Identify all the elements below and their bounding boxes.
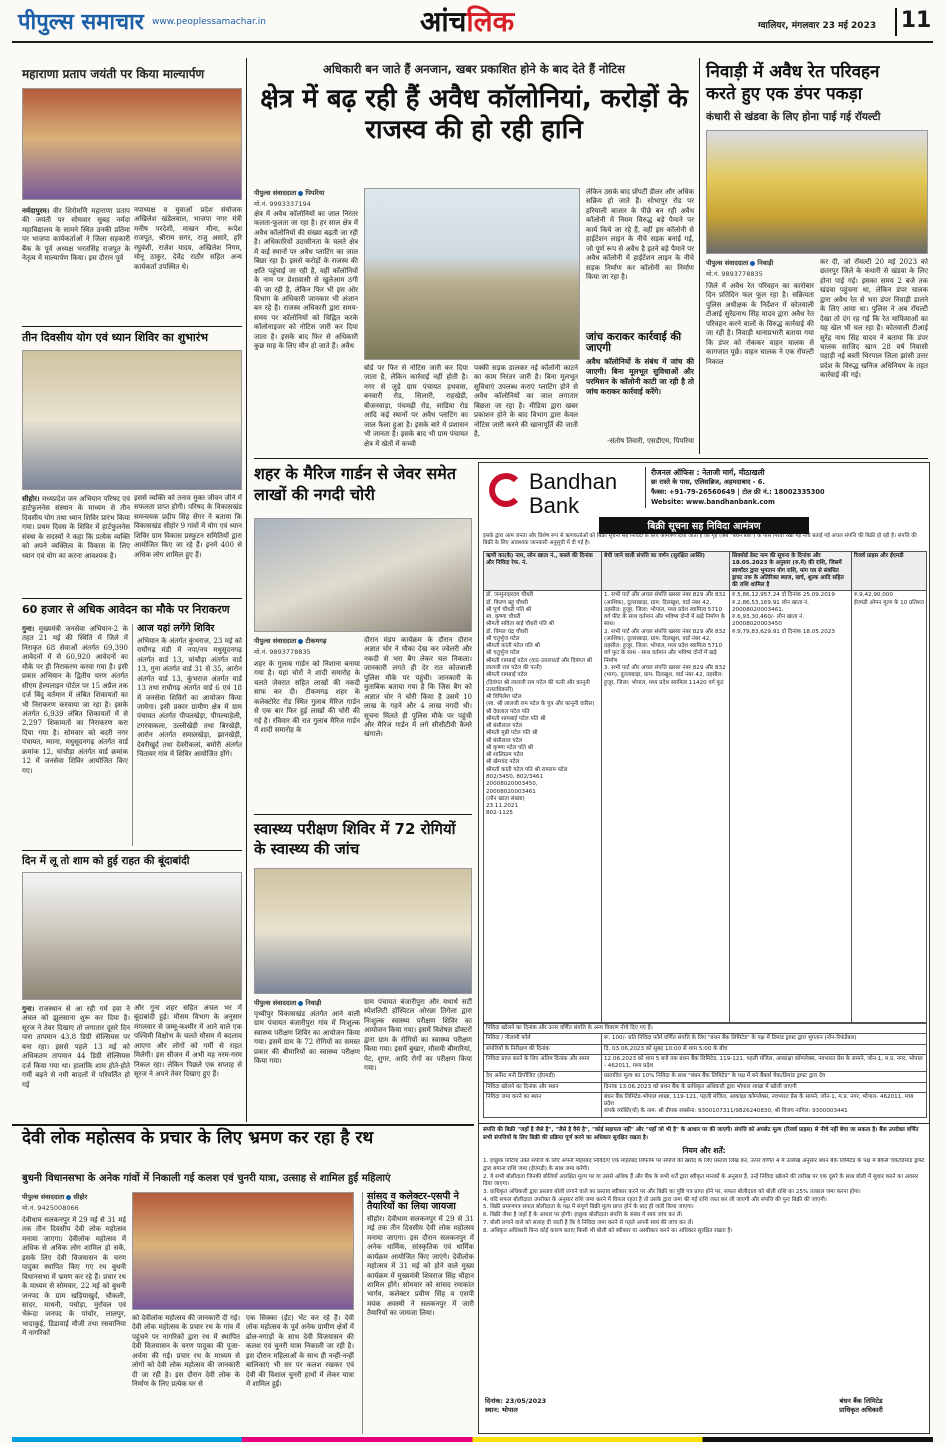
story3-box-body: अभियान के अंतर्गत कुंभराज, 23 मई को राघौगढ़ मंडी में नपा/नप मधुसूदनगढ़ अंतर्गत वार्ड 13, चांचौड़ा अंतर्गत वार्ड 13, गुना अंतर्गत वार्ड 31 से 35, आरोन अंतर्गत वार्ड 13, कुंभराज अंतर्गत वार्ड 13 तथा राघौगढ़ अंतर्गत वार्ड 6 एवं 18 में जनसेवा शिविरों का आयोजन किया जायेगा। इसी प्रकार ग्रामीण क्षेत्र में ग्राम पंचायत अंतर्गत पीपलखेड़ा, पीपल्याहेली, टगरवाकला, उल्लीखेड़ी तथा बिरखेड़ी, आरोन अंतर्गत समालखेड़ा, झानखेड़ी, देवरीखुर्द तथा देवरीकलां, बमोरी अंतर्गत चितावर गांव में शिविर आयोजित होंगे। [137,636,242,759]
story5-quote [586,332,694,454]
column-rule [246,58,247,1122]
story6-title2: करते हुए एक डंपर पकड़ा [706,84,863,104]
table-row [484,1054,927,1072]
bandhan-office: रीजनल ऑफिस : नेताजी मार्ग, मीठाखली [651,468,765,477]
table-header-cell: सिक्योर्ड डेब्ट नाम की सूचना के दिनांक और 18.05.2023 के अनुसार (रु.में) की राशि, जिसमें स्वर्णांदर द्वारा भुगतान योग राशि, मांग पत्र से संबंधित ड्राफ्ट तक के अतिरिक्त ब्याज, खर्च, शुल्क आदि सहित की राशि शामिल है [730,552,852,591]
story5-col2: बोर्ड पर फिर से नोटिस जारी कर दिया जाता है, लेकिन कार्रवाई नहीं होती है। नगर से जुड़े ग्राम पंचायत हथवास, बनवारी रोड, सिलारी, राहखेड़ी, बीजनवाड़ा, पंचमढ़ी रोड, साडिया रोड आदि कई स्थानों पर अवैध प्लाटिंग का जाल फैला हुआ है। इसके बारे में प्रशासन भी जानता है। इसके बाद भी ग्राम पंचायत क्षेत्र में खेतों में कच्ची [364,364,468,448]
story9-credit [22,1192,132,1201]
table-row [484,1044,927,1054]
story9-col2: को देवीलोक महोत्सव की जानकारी दी गई। देवी लोक महोत्सव के प्रचार रथ के गांव में पहुंचने पर नागरिकों द्वारा रथ में स्थापित देवी विजयासन के चरण पादुका की पूजा-अर्चना की गई। प्रचार रथ के माध्यम से लोगों को देवी लोक महोत्सव की जानकारी दी जा रही है। इस दौरान देवी लोक के निर्माण के लिए प्रत्येक घर से [132,1314,240,1389]
story4-photo [22,872,242,1000]
story6-credit-name: पीपुल्स संवाददाता [706,259,749,267]
story8-col1: पृथ्वीपुर विकासखंड अंतर्गत आने वाली ग्राम पंचायत बंजारीपुरा गांव में निःशुल्क स्वास्थ्य परीक्षण शिविर का आयोजन किया गया। इसमें ग्राम के 72 रोगियों का समस्त प्रकार की बीमारियों का स्वास्थ्य परीक्षण किया गया। [254,1010,360,1066]
story9-box-body: सीहोर। देवीधाम सलकनपुर में 29 से 31 मई तक तीन दिवसीय देवी लोक महोत्सव मनाया जाएगा। इस दौरान सलकनपुर में अनेक धार्मिक, सांस्कृतिक एवं धार्मिक कार्यक्रम आयोजित किए जाएंगे। देवीलोक महोत्सव में 31 मई को होने वाले मुख्य कार्यक्रम में मुख्यमंत्री शिवराज सिंह चौहान शामिल होंगे। सोमवार को सांसद रमाकांत भार्गव, कलेक्टर प्रवीण सिंह व एसपी मयंक अवस्थी ने सलकनपुर में जारी तैयारियों का जायजा लिया। [367,1214,474,1318]
table-cell: संपत्तियों के निरीक्षण की दिनांक [484,1044,602,1054]
story1-lead: नर्मदापुरम। [22,206,50,215]
story2-title: तीन दिवसीय योग एवं ध्यान शिविर का शुभारंभ [22,331,208,344]
story6-place: निवाड़ी [757,259,774,267]
bandhan-fax: फैक्स: +91-79-26560649 | टोल फ्री नं.: 18002335300 [651,488,825,497]
property-table [483,551,927,1023]
table-row [484,1072,927,1082]
story2-body [22,494,130,596]
story9-mobile: मो.नं. 9425008066 [22,1204,79,1212]
table-cell: दिनांक 13.06.2023 को बंधन बैंक के प्राधिकृत अधिकारी द्वारा भोपाल शाखा में खोली जाएगी [602,1082,927,1092]
story5-kicker: अधिकारी बन जाते हैं अनजान, खबर प्रकाशित होने के बाद देते हैं नोटिस [323,62,625,76]
story1-photo [22,88,242,200]
story9-col3: एक सिक्का (ईंट) भेंट कर रहे हैं। देवी लोक महोत्सव के पूर्व अनेक ग्रामीण क्षेत्रों में ढोल-नगाड़ों के साथ देवी विजयासन की कलश एवं चुनरी यात्रा निकाली जा रही है। इस दौरान महिलाओं के साथ ही नन्हीं-नन्हीं बालिकाएं भी सर पर कलश रखकर एवं देवी की विशाल चुनरी हाथों में लेकर यात्रा में शामिल हुईं। [246,1314,354,1389]
bandhan-signatory: बंधन बैंक लिमिटेड प्राधिकृत अधिकारी [839,1397,883,1414]
bullet-icon [298,191,303,196]
table-cell: 12.06.2023 को शाम 5 बजे तक बंधन बैंक लिमिटेड, 119-121, पहली मंजिल, आकांक्षा कॉम्प्लेक्स, नवभारत प्रेस के सामने, जोन-1, म.प्र. नगर, भोपाल - 462011, मध्य प्रदेश [602,1054,927,1072]
story8-col2: ग्राम पंचायत बंजारीपुरा और यथार्थ सर्टी स्पेशलिटी हॉस्पिटल ओरछा तिगेला द्वारा निःशुल्क स्वास्थ्य परीक्षण शिविर का आयोजन किया गया। इसमें विशेषज्ञ डॉक्टरों द्वारा ग्राम के रोगियों का स्वास्थ्य परीक्षण किया गया। इसमें बुखार, मौसमी बीमारियां, पेट, शुगर, आदि रोगों का परीक्षण किया गया। [364,998,472,1073]
divider [12,1124,474,1126]
notice-intro: इसके द्वारा आम जनता और विशेष रूप से ऋणकर्ताओं को बिक्री सूचना सह निविदा के लिए आमंत्रण दिया जाता है कि गृह (अब "बंधन बैंक") के पास गिरवी रखी गई नीचे बताई गई अचल संपत्ति की बिक्री हो रही है। संपत्ति की बिक्री के लिए आवश्यक जानकारी अनुसूची में दी गई है। [483,533,917,547]
table-row [484,1092,927,1117]
divider [22,850,242,851]
story5-photo [364,188,580,360]
table-header-cell: रिजर्व प्राइस और ईएमडी [852,552,927,591]
story4-body2: और गुना शहर सहित अंचल भर में बूंदाबांदी हुई। मौसम विभाग के अनुसार मंगलवार से जम्मू-कश्मीर में आने वाले एक पश्चिमी विक्षोभ के चलते मौसम में बदलाव आएगा और लोगों को गर्मी से राहत मिलेगी। इस सीजन में अभी यह नरम-गरम निकल रहा। लेकिन पिछले एक सप्ताह से सूरज ने अपने तेवर दिखाए हुए हैं। [134,1004,242,1079]
story7-place: टीकमगढ़ [305,637,327,645]
section-title [420,2,514,40]
story8-place: निवाड़ी [305,999,322,1007]
story5-place: पिपरिया [305,189,325,197]
bandhan-note: संपत्ति की बिक्री "जहाँ है जैसे है", "जैसे है वैसे है", "कोई सहायता नहीं" और "यहाँ जो भी है" के आधार पर की जाएगी। संपत्ति को अपसेट मूल्य (रिजर्व प्राइस) से नीचे नहीं बेचा जा सकता है। बैंक उपरोक्त वर्णित सभी संपत्तियों के लिए बिक्री की प्रक्रिया पूर्ण करने का अधिकार सुरक्षित रखता है। [483,1127,919,1141]
story7-col2: दौरान मंडप कार्यक्रम के दौरान दौरान अज्ञात चोर ने मौका देख कर ज्वेलरी और नकदी से भरा बैग लेकर चल निकला। जानकारी लगते ही देर रात कोतवाली पुलिस मौके पर पहुंची। जानकारी के मुताबिक बताया गया है कि जिस बैग को अज्ञात चोर ने चोरी किया है उसमें 10 लाख के गहने और 4 लाख नगदी थी। सूचना मिलते ही पुलिस मौके पर पहुंची और मैरिज गार्डन में लगे सीसीटीवी कैमरे खंगाले। [364,636,472,739]
divider [22,326,242,327]
story5-quote-title: जांच कराकर कार्रवाई की जाएगी [586,331,682,355]
story4-body-text: राजस्थान से आ रही गर्म हवा ने अंचल को झुलसाना शुरू कर दिया है। सूरज ने तेवर दिखाए तो लगातार दूसरे दिन पारा तापमान 43.8 डिग्री सेल्सियस पर बना रहा। इससे पहले 13 मई को अधिकतम तापमान 44 डिग्री सेल्सियस दर्ज किया गया था। हालांकि शाम होते-होते गर्मी बढ़ने से नमी बादलों में परिवर्तित हो गई [22,1005,130,1089]
story4-body [22,1004,130,1120]
table-cell-property: 1. सभी पार्ट और अचल संपत्ति खसरा नंबर 829 और 832 (आशिक), दुल्लाबाढ़ा, ग्राम: दिलखुश, वार्ड नंबर 42, तहसील: हुजूर, जिला: भोपाल, मध्य प्रदेश स्वामित्व 5710 वर्ग फीट के साथ वर्तमान और भविष्य दोनों में खड़े निर्माण के साथ। 2. सभी पार्ट और अचल संपत्ति खसरा नंबर 829 और 832 (आशिक), दुल्लाबाढ़ा, ग्राम: दिलखुश, वार्ड नंबर 42, तहसील: हुजूर, जिला: भोपाल, मध्य प्रदेश स्वामित्व 5710 वर्ग फुट के साथ - साथ वर्तमान और भविष्य दोनों में खड़े निर्माण 3. सभी पार्ट और अचल संपत्ति खसरा नंबर 829 और 832 (भाग), दुल्लाबाढ़ा, ग्राम: दिलखुश, वार्ड नंबर 42, तहसील: हुजूर, जिला: भोपाल, मध्य प्रदेश स्वामित्व 11420 वर्ग फुट [602,591,730,1023]
bullet-icon [66,1195,71,1200]
table-row [484,591,927,1023]
story3-body [22,624,128,846]
story9-col1: देवीधाम सलकनपुर में 29 मई से 31 मई तक तीन दिवसीय देवी लोक महोत्सव मनाया जाएगा। देवीलोक महोत्सव में अधिक से अधिक लोग शामिल हो सकें, इसके लिए देवी विजयासन के चरण पादुका स्थापित किए गए रथ बुधनी विधानसभा में भ्रमण कर रहे हैं। प्रचार रथ के माध्यम से सोमवार, 22 मई को बुधनी जनपद के ग्राम खड़ियाखुर्द, चौकली, सादर, माथनी, पचोड़ा, मुर्रावल एवं भैरूंदा जनपद के पांचोर, लालपुर, भादाकुई, डिडावाई मौजी तथा रसवानिया में नागरिकों [22,1216,126,1338]
story6-mobile: मो.नं. 9893778835 [706,270,763,278]
story9-box [362,1192,474,1434]
bandhan-website: Website: www.bandhanbank.com [651,498,775,507]
story6-title1: निवाड़ी में अवैध रेत परिवहन [706,62,880,82]
divider [254,814,472,815]
table-cell: रू. 100/- प्रति निविदा फॉर्म वर्णित संपत्ति के लिए "बंधन बैंक लिमिटेड" के पक्ष में डिमांड ड्राफ्ट द्वारा भुगतान (नॉन-रिफंडेबल) [602,1034,927,1044]
notice-title: बिक्री सूचना सह निविदा आमंत्रण [599,517,809,534]
bandhan-ad [478,462,930,1124]
column-rule [699,58,700,454]
story1-title: महाराणा प्रताप जयंती पर किया माल्यार्पण [22,67,205,81]
story2-lead: सीहोर। [22,494,40,503]
story8-photo [254,868,472,994]
story7-mobile: मो.नं. 9893778835 [254,648,311,656]
story2-body2: इससे व्यक्ति को तनाव मुक्त जीवन जीने में सफलता प्राप्त होगी। परिषद के विकासखंड समन्वयक प्रदीप सिंह सेंगर ने बताया कि विकासखंड सीहोर 9 गांवों में योग एवं ध्यान शिविर ग्राम विकास प्रस्फुटन समितियों द्वारा आयोजित किए जा रहे हैं। इनमें 400 से अधिक लोग शामिल हुए हैं। [134,494,242,559]
table-cell-amount: रु.5,86,12,957.24 दो दिनांक 25.09.2019 रु.2,86,53,169.91 लोन खाता नं. 20008020003461, रु.6,93,30,460/- लोन खाता नं. 20008020003450 रु.9,79,83,629.91 दो दिनांक 18.05.2023 [730,591,852,1023]
story8-title: स्वास्थ्य परीक्षण शिविर में 72 रोगियों के स्वास्थ्य की जांच [254,820,456,858]
table-cell: प्रस्तावित मूल्य का 10% निविदा के साथ "बंधन बैंक लिमिटेड" के पक्ष में बने बैंकर्स चेक/डिमांड ड्राफ्ट द्वारा देय [602,1072,927,1082]
story6-col1: जिले में अवैध रेत परिवहन का कारोबार दिन प्रतिदिन फल फूल रहा है। सक्रियता पुलिस अधीक्षक के निर्देशन में कोतवाली टीआई सुरेंद्रनाथ सिंह यादव द्वारा अवैध रेत परिवहन करने वालों के विरुद्ध कार्रवाई की जा रही है। निवाड़ी थानाप्रभारी बताया गया कि डंपर को रोककर वाहन चालक से कागजात पूछे। वाहन चालक ने एक रॉयल्टी निकाल [706,282,814,366]
table-row [484,1082,927,1092]
bullet-icon [298,1001,303,1006]
section-title-right: लिक [466,5,515,38]
bandhan-terms-block [478,1124,930,1434]
property-table-header [484,552,927,591]
dateline: ग्वालियर, मंगलवार 23 मई 2023 [758,21,877,31]
story5-quote-by: -संतोष तिवारी, एसडीएम, पिपरिया [607,437,694,446]
bandhan-logo-text2: Bank [529,493,580,518]
bandhan-place-date: दिनांक: 23/05/2023 स्थान: भोपाल [485,1397,547,1414]
story6-credit [706,258,818,267]
story4-title: दिन में लू तो शाम को हुई राहत की बूंदाबांदी [22,855,190,867]
divider [254,458,928,459]
table-cell: निविदा / नीलामी फॉर्म [484,1034,602,1044]
table-cell: निविदा जमा करने का स्थान [484,1092,602,1117]
story9-subtitle: बुधनी विधानसभा के अनेक गांवों में निकाली गई कलश एवं चुनरी यात्रा, उत्साह से शामिल हुईं महिलाएं [22,1173,391,1184]
story5-title: क्षेत्र में बढ़ रही हैं अवैध कॉलोनियां, करोड़ों के राजस्व की हो रही हानि [260,84,688,145]
story3-box [132,624,242,846]
bandhan-logo [485,467,635,517]
story5-col4: लेकिन उसके बाद प्रॉपर्टी डीलर और अधिक सक्रिय हो जाते हैं। सोभापुर रोड पर हरियाली बाजार के पीछे बन रही अवैध कॉलोनी में नियम विरुद्ध बड़े पैमाने पर कार्य किये जा रहे हैं, वहीं इस कॉलोनी से हाईटेंशन लाइन के नीचे सड़क बनाई गई, जो पूर्ण रूप से अवैध है इतने बड़े पैमाने पर अवैध कॉलोनी में हाईटेंशन लाइन के नीचे सड़क निर्माण कर कॉलोनी का निर्माण किया जा रहा है। [586,188,694,281]
bandhan-contact [645,467,927,508]
table-cell: निविदा खोलने का दिनांक और ऊपर वर्णित संपत्ति के अन्य विवरण नीचे दिए गए हैं। [484,1024,927,1034]
table-header-cell: ऋणी का(के) नाम, लोन खाता नं., कब्जे की दिनांक और निविदा रेफ. नं. [484,552,602,591]
story8-credit-name: पीपुल्स संवाददाता [254,999,297,1007]
table-cell: बंधन बैंक लिमिटेड-भोपाल शाखा, 119-121, पहली मंजिल, आकांक्षा कॉम्प्लेक्स, नवभारत प्रेस के सामने, जोन-1, म.प्र. नगर, भोपाल- 462011, मध्य प्रदेश संपर्क व्यक्ति(यों) के नाम: श्री दीपक सक्सेना: 9300107311/9826240830, श्री विजय नागिल: 9300003441 [602,1092,927,1117]
story7-photo [254,518,472,632]
section-title-left: आंच [420,5,467,38]
story9-place: सीहोर [73,1193,88,1201]
story9-photo [132,1192,354,1310]
tender-table [483,1023,927,1118]
table-header-cell: बेची जाने वाली संपत्ति का वर्णन (सुरक्षित आस्ति) [602,552,730,591]
story6-subtitle: कंधारी से खंडवा के लिए होना पाई गई रॉयल्टी [706,111,881,123]
bandhan-logo-icon [489,473,523,507]
table-cell-reserve: रु.9,42,90,000 ईएमडी ओपन मूल्य के 10 प्रतिशत [852,591,927,1023]
footer-color-strip [12,1437,933,1442]
terms-title: नियम और शर्तें: [682,1146,726,1156]
story1-body [22,206,130,322]
table-cell: देय अर्नेस्ट मनी डिपॉजिट (ईएमडी) [484,1072,602,1082]
story9-credit-name: पीपुल्स संवाददाता [22,1193,65,1201]
table-cell: निविदा प्राप्त करने के लिए अंतिम दिनांक और समय [484,1054,602,1072]
table-row [484,1024,927,1034]
masthead [0,0,945,42]
page-number: 11 [895,8,935,36]
masthead-rule [12,41,933,43]
story3-body-text: मुख्यमंत्री जनसेवा अभियान-2 के तहत 21 मई की स्थिति में जिले में निराकृत 68 सेवाओं अंतर्गत 69,390 आवेदनों में से 60,920 आवेदनों का मौके पर ही निराकरण करवा गया है। इसी प्रकार अभियान के द्वितीय चरण अंतर्गत सीएम हेल्पलाइन पोर्टल पर 15 अप्रैल तक दर्ज बिंदु वर्तमान में लंबित शिकायतों का भी निराकरण करवाया जा रहा है। इसके अंतर्गत 6,939 लंबित शिकायतों में से 2,297 शिकायतों का निराकरण करा दिया गया है। सोमवार को बदरी नगर पंचायत, म्याना, मधुसूदनगढ़ अंतर्गत वार्ड क्रमांक 12, चांचौड़ा अंतर्गत वार्ड क्रमांक 12 में जनसेवा शिविर आयोजित किए गए। [22,625,128,775]
story5-mobile: मो.नं. 9993337194 [254,200,311,208]
table-cell-borrowers: डॉ. जन्मुनाहरदय चौधरी डॉ. किरण बहु चौधरी श्री पूर्ण चौधरी पति श्री स्व. कृष्णा चौधरी श्रीमती सविता बाई चौधरी पति श्री डॉ. विमल चंद्र चौधरी श्री चतुर्भुज पटेल श्रीमती कांती पटेल पति श्री श्री चतुर्भुज पटेल श्रीमती रामबाई पटेल (वाद-उत्तराधर्ता और दिवंगत श्री लालजी राम पटेल की पत्नी) श्रीमती रामबाई पटेल (दिवंगत श्री लालजी राम पटेल की पत्नी और कानूनी उत्तराधिकारी) श्री विपिलेश पटेल (स्व. श्री लालजी राम पटेल के पुत्र और कानूनी वारिस) श्री देवलाल पटेल पति श्रीमती शामबाई पटेल पति श्री श्री बंसीलाल पटेल श्रीमती मुन्नी पटेल पति श्री श्री बंसीलाल पटेल श्री कृष्णा पटेल पति श्री श्री शालिग्राम पटेल श्री खेमचंद पटेल श्रीमती कांती पटेल पति श्री रामराम पटेल 802/3450, 802/3461 20008020003450, 20008020003461 (लोन खाता संख्या) 23.11.2021 802-1125 [484,591,602,1023]
story7-title: शहर के मैरिज गार्डन से जेवर समेत लाखों की नगदी चोरी [254,464,456,504]
terms-body: 1. इच्छुक पार्टियां उक्त संपत्ति के लिए अपनी मोहरबंद निविदाएं एक मोहरबंद लिफाफे पर संपत्ति की खरीद के लिए प्रस्ताव लिख कर, ऊपर वर्णित 4 में उल्लेख अनुसार बंधन बैंक लिमिटेड के पक्ष में बैंकर्स चेक/डिमांड ड्राफ्ट द्वारा बयाना राशि जमा (ईएमडी) के साथ जमा करेंगी। 2. ये सभी बोलीदाता जिनकी बोलियाँ आरक्षित मूल्य पर या उससे अधिक हैं और बैंक के सभी शर्तें द्वारा स्वीकृत मानकों के अनुसार हैं, उन्हें निविदा खोलने की तारीख पर एक दूसरे के साथ बोली में सुधार करने का अवसर दिया जाएगा। 3. प्राधिकृत अधिकारी द्वारा प्रस्ताव बोली लगाने वाले का प्रस्ताव स्वीकार करने पर और बिक्री का पुष्टि पत्र प्राप्त होने पर, सफल बोलीदाता को बोली राशि का 25% तत्काल जमा करना होगा। 4. यदि सफल बोलीदाता उपरोक्त के अनुसार राशि जमा करने में विफल रहता है तो उसके द्वारा जमा की गई राशि जब्त कर ली जाएगी और संपत्ति की पुनः बिक्री की जाएगी। 5. बिक्री प्रमाणपत्र सफल बोलीदाता के पक्ष में संपूर्ण बिक्री मूल्य प्राप्त होने के बाद ही जारी किया जाएगा। 6. बिक्री जैसा है जहाँ है के आधार पर होगी। इच्छुक बोलीदाता संपत्ति के संबंध में स्वयं जांच कर लें। 7. बोली लगाने वाले को सलाह दी जाती है कि वे निविदा जमा करने से पहले अपनी स्वयं की जांच कर लें। 8. अधिकृत अधिकारी बिना कोई कारण बताए किसी भी बोली को स्वीकार या अस्वीकार करने का अधिकार सुरक्षित रखता है। [483,1158,925,1234]
bullet-icon [298,639,303,644]
bandhan-address: छः रास्ते के पास, एलिसब्रिज, अहमदाबाद - 6. [651,478,765,487]
story9-title: देवी लोक महोत्सव के प्रचार के लिए भ्रमण कर रहा है रथ [22,1128,374,1148]
story5-quote-text: अवैध कॉलोनियों के संबंध में जांच की जाएगी। बिना मूलभूत सुविधाओं और परमिशन के कॉलोनी काटी जा रही है तो जांच कराकर कार्रवाई करेंगे। [586,357,694,396]
story5-col3: पक्की सड़क डालकर नई कॉलोनी काटने का काम निरंतर जारी है। बिना मूलभूत सुविधाएं उपलब्ध कराएं प्लाटिंग होने से अवैध कॉलोनियों का जाल लगातार बिछता जा रहा है। मीडिया द्वारा खबर प्रकाशन होने के बाद विभाग द्वारा केवल नोटिस जारी करने की खानापूर्ति की जाती है, [474,364,578,439]
story6-photo [706,130,928,254]
story6-col2: कर दी, जो रॉयल्टी 20 मई 2023 को छतरपुर जिले के कंधारी से खंडवा के लिए होना पाई गई। इसका समय 2 बजे तक खंडवा पहुंचना था, लेकिन डंपर चालक द्वारा अवैध रेत से भरा डंपर निवाड़ी डालने के लिए आया था। पुलिस ने अब रॉयल्टी देखा तो दंग रह गई कि रेत माफियाओं का यह खेल भी चल रहा है। कोतवाली टीआई सुरेंद्र नाथ सिंह यादव ने बताया कि डंपर चालक साजिद खान 28 वर्ष निवासी पहाड़ी नई बस्ती थिरपाल जिला झांसी उत्तर प्रदेश के विरुद्ध खनिज अधिनियम के तहत कार्रवाई की गई। [820,258,928,380]
story7-col1: शहर के गुलाब गार्डन को निशाना बनाया गया है। यहां चोरों ने शादी समारोह के चलते जेवरात सहित लाखों की नकदी साफ कर दी। टीकमगढ़ शहर के कलेक्टोरेट रोड स्थित गुलाब मैरिज गार्डन से एक बार फिर हुई लाखों की चोरी की गई है। रविवार की रात गुलाब मैरिज गार्डन में शादी समारोह के [254,660,360,735]
story7-credit-name: पीपुल्स संवाददाता [254,637,297,645]
story2-body-text: मध्यप्रदेश जन अभियान परिषद एवं हार्टफुलनेस संस्थान के माध्यम से तीन दिवसीय योग तथा ध्यान शिविर प्रारंभ किया गया। प्रथम दिवस के शिविर में हार्टफुलनेस संस्था के सदस्यों ने कहा कि प्रत्येक व्यक्ति को अपने व्यक्तित्व के विकास के लिए ध्यान एवं योग का करना आवश्यक है। [22,495,130,560]
story9-box-title: सांसद व कलेक्टर-एसपी ने तैयारियों का लिया जायजा [367,1191,459,1212]
story3-box-title: आज यहां लगेंगे शिविर [137,623,215,634]
masthead-site: www.peoplessamachar.in [152,17,266,27]
table-row [484,1034,927,1044]
table-cell: दि. 03.06.2023 को सुबह 10:00 से शाम 5:00 के बीच [602,1044,927,1054]
masthead-logo: पीपुल्स समाचार [18,10,144,35]
story3-lead: गुना। [22,624,35,633]
bandhan-logo-text1: Bandhan [529,469,618,494]
story1-body2: नपाध्यक्ष व युवाओं प्रदेश संयोजक अखिलेश खंडेलवाल, भाजपा नगर मंत्री मनीष परदेशी, माखन मीना, रूपेश राजपूत, श्रीराम सगर, राजु असारे, हरि रघुवंशी, राजेश यादव, अखिलेश निगम, मोनू ठाकुर, देवेंद्र राठौर सहित अन्य कार्यकर्ता उपस्थित थे। [134,206,242,271]
story5-credit-name: पीपुल्स संवाददाता [254,189,297,197]
story2-photo [22,350,242,490]
table-cell: निविदा खोलने का दिनांक और स्थान [484,1082,602,1092]
bullet-icon [750,261,755,266]
story1-body-text: वीर शिरोमणि महाराणा प्रताप की जयंती पर सोमवार सुबह नर्मदा महाविद्यालय के सामने स्थित उनकी प्रतिमा पर भाजपा कार्यकर्ताओं ने जिला सहकारी बैंक के पूर्व अध्यक्ष भरतसिंह राजपूत के नेतृत्व में माल्यार्पण किया। इस दौरान पूर्व [22,207,130,263]
story3-title: 60 हजार से अधिक आवेदन का मौके पर निराकरण [22,603,230,616]
divider [22,598,242,599]
story5-col1: क्षेत्र में अवैध कॉलोनियों का जाल निरंतर फलता-फूलता जा रहा है। हर साल क्षेत्र में अवैध कॉलोनियों की संख्या बढ़ती जा रही है। अधिकारियों उदासीनता के चलते क्षेत्र में कई स्थानों पर अवैध प्लाटिंग का जाल बिछा रहा है। इससे करोड़ों के राजस्व की क्षति पहुंचाई जा रही है, वहीं कॉलोनियों के नाम पर प्रेशावासी से खुलेआम ठगी की जा रही है, लेकिन फिर भी इस ओर विभाग के अधिकारी जानकार भी अंजान बन रहे हैं। राजस्व अधिकारी द्वारा समय-समय पर कॉलोनियों को चिह्नित करके कॉलोनाइजर को नोटिस जारी कर दिया जाता है। इसके बाद फिर से अधिकारी कुछ माह के लिए मौन हो जाते हैं। अवैध [254,210,358,351]
story4-lead: गुना। [22,1004,35,1013]
